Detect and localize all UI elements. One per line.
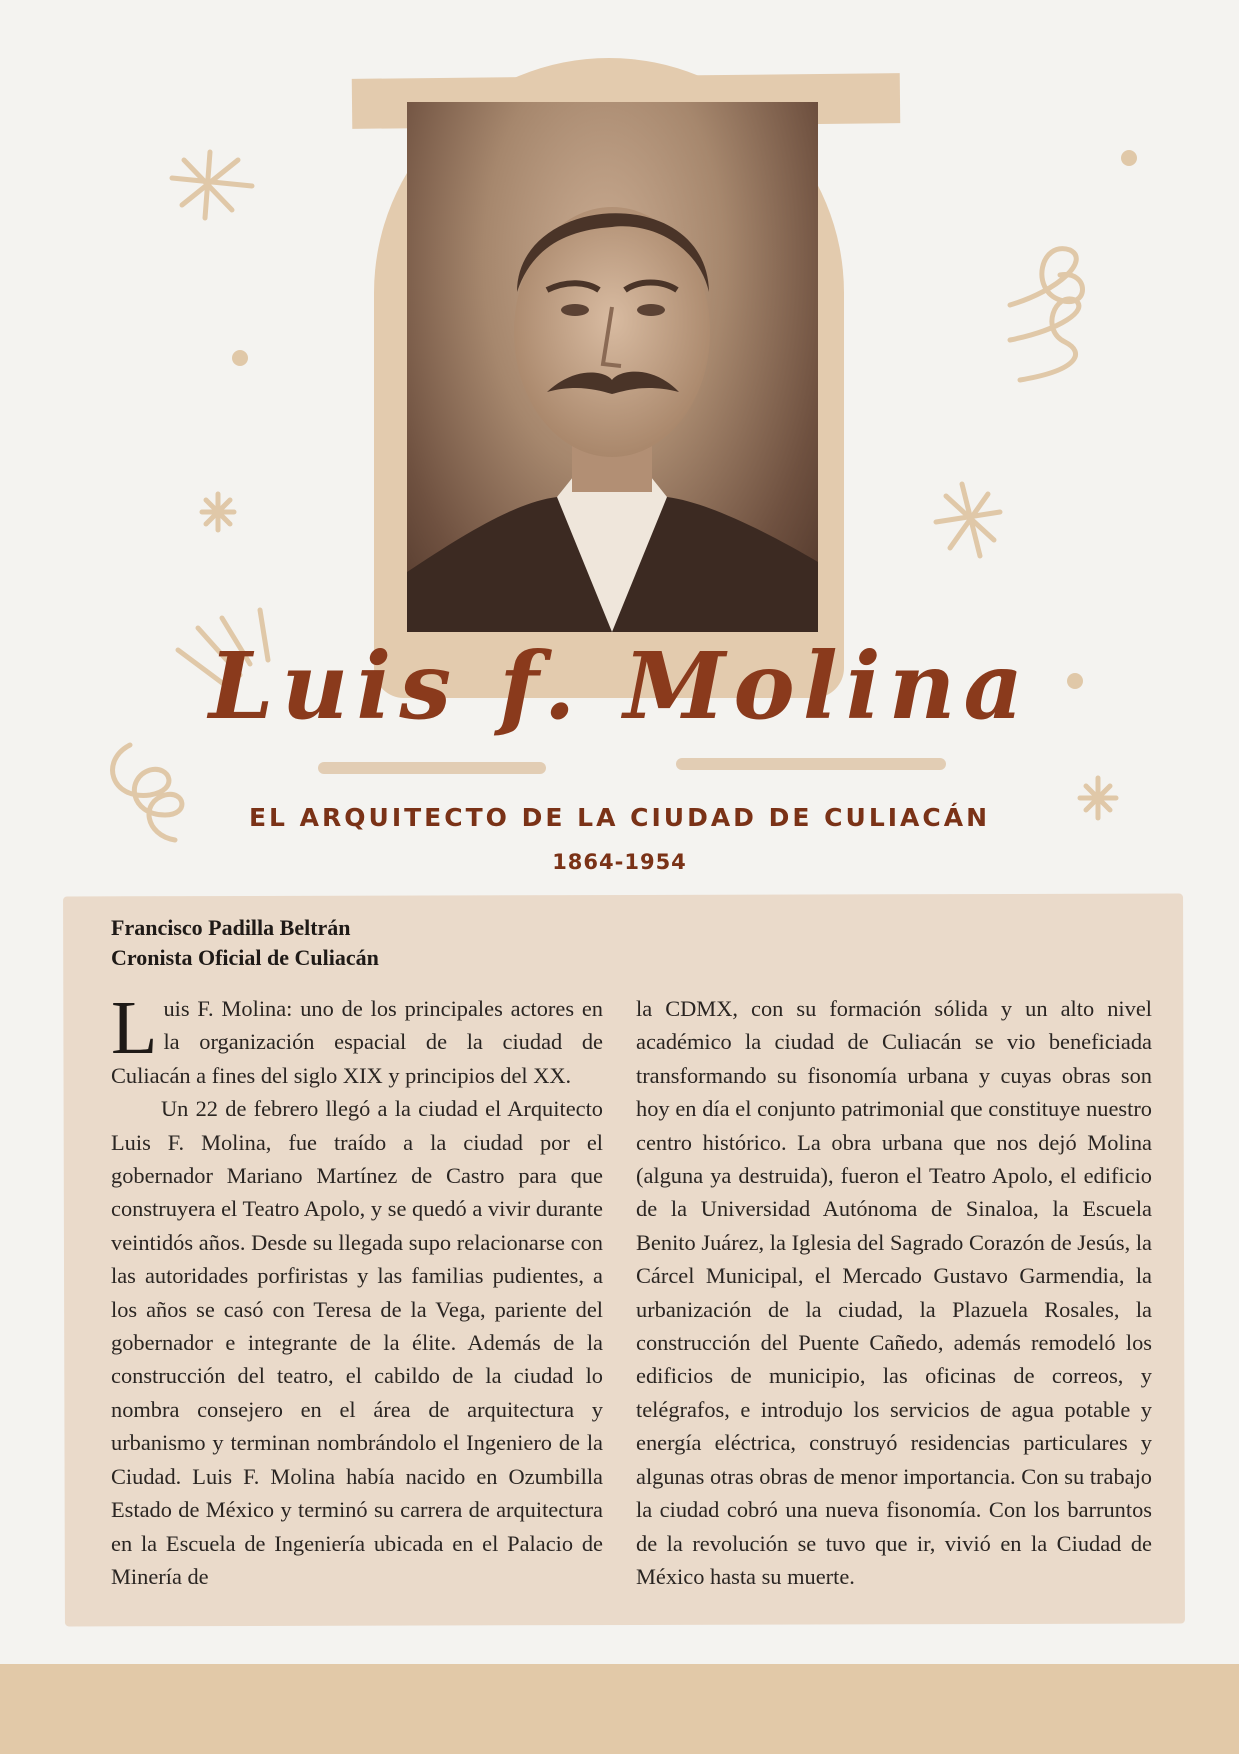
author-name: Francisco Padilla Beltrán	[111, 915, 351, 940]
article-paragraph	[111, 986, 603, 1092]
sparkle-icon	[936, 484, 1000, 556]
article-column-right	[636, 992, 1152, 1593]
author-role: Cronista Oficial de Culiacán	[111, 945, 379, 970]
article-paragraph: la CDMX, con su formación sólida y un alto nivel académico la ciudad de Culiacán se vio beneficiada transformando su fisonomía urbana y cuyas obras son hoy en día el conjunto patrimonial que constituye nuestro centro histórico. La obra urbana que nos dejó Molina (alguna ya destruida), fueron el Teatro Apolo, el edificio de la Universidad Autónoma de Sinaloa, la Escuela Benito Juárez, la Iglesia del Sagrado Corazón de Jesús, la Cárcel Municipal, el Mercado Gustavo Garmendia, la urbanización de la ciudad, la Plazuela Rosales, la construcción del Puente Cañedo, además remodeló los edificios de municipio, las oficinas de correos, y telégrafos, e introdujo los servicios de agua potable y energía eléctrica, construyó residencias particulares y algunas otras obras de menor importancia. Con su trabajo la ciudad cobró una nueva fisonomía. Con los barruntos de la revolución se tuvo que ir, vivió en la Ciudad de México hasta su muerte.	[636, 996, 1152, 1589]
article-paragraph: Un 22 de febrero llegó a la ciudad el Arquitecto Luis F. Molina, fue traído a la ciudad por el gobernador Mariano Martínez de Castro para que construyera el Teatro Apolo, y se quedó a vivir durante veintidós años. Desde su llegada supo relacionarse con las autoridades porfiristas y las familias pudientes, a los años se casó con Teresa de la Vega, pariente del gobernador e integrante de la élite. Además de la construcción del teatro, el cabildo de la ciudad lo nombra consejero en el área de arquitectura y urbanismo y terminan nombrándolo el Ingeniero de la Ciudad. Luis F. Molina había nacido en Ozumbilla Estado de México y terminó su carrera de arquitectura en la Escuela de Ingeniería ubicada en el Palacio de Minería de	[111, 1096, 603, 1589]
article-column-left	[111, 986, 603, 1593]
drop-cap: L	[111, 986, 158, 1070]
dot-icon	[1121, 150, 1137, 166]
page-title: Luis f. Molina	[208, 632, 1032, 740]
sparkle-icon	[172, 152, 252, 218]
swirl-icon	[1010, 249, 1083, 380]
title-underline	[676, 758, 946, 770]
sparkle-icon	[202, 494, 234, 530]
portrait-photo	[407, 102, 818, 632]
life-years: 1864-1954	[552, 850, 687, 874]
subtitle: EL ARQUITECTO DE LA CIUDAD DE CULIACÁN	[248, 803, 991, 832]
footer-band	[0, 1664, 1239, 1754]
title-underline	[318, 762, 546, 774]
paragraph-text: uis F. Molina: uno de los principales actores en la organización espacial de la ciudad de Culiacán a fines del siglo XIX y principios del XX.	[111, 996, 603, 1088]
author-block	[111, 913, 711, 973]
dot-icon	[232, 350, 248, 366]
